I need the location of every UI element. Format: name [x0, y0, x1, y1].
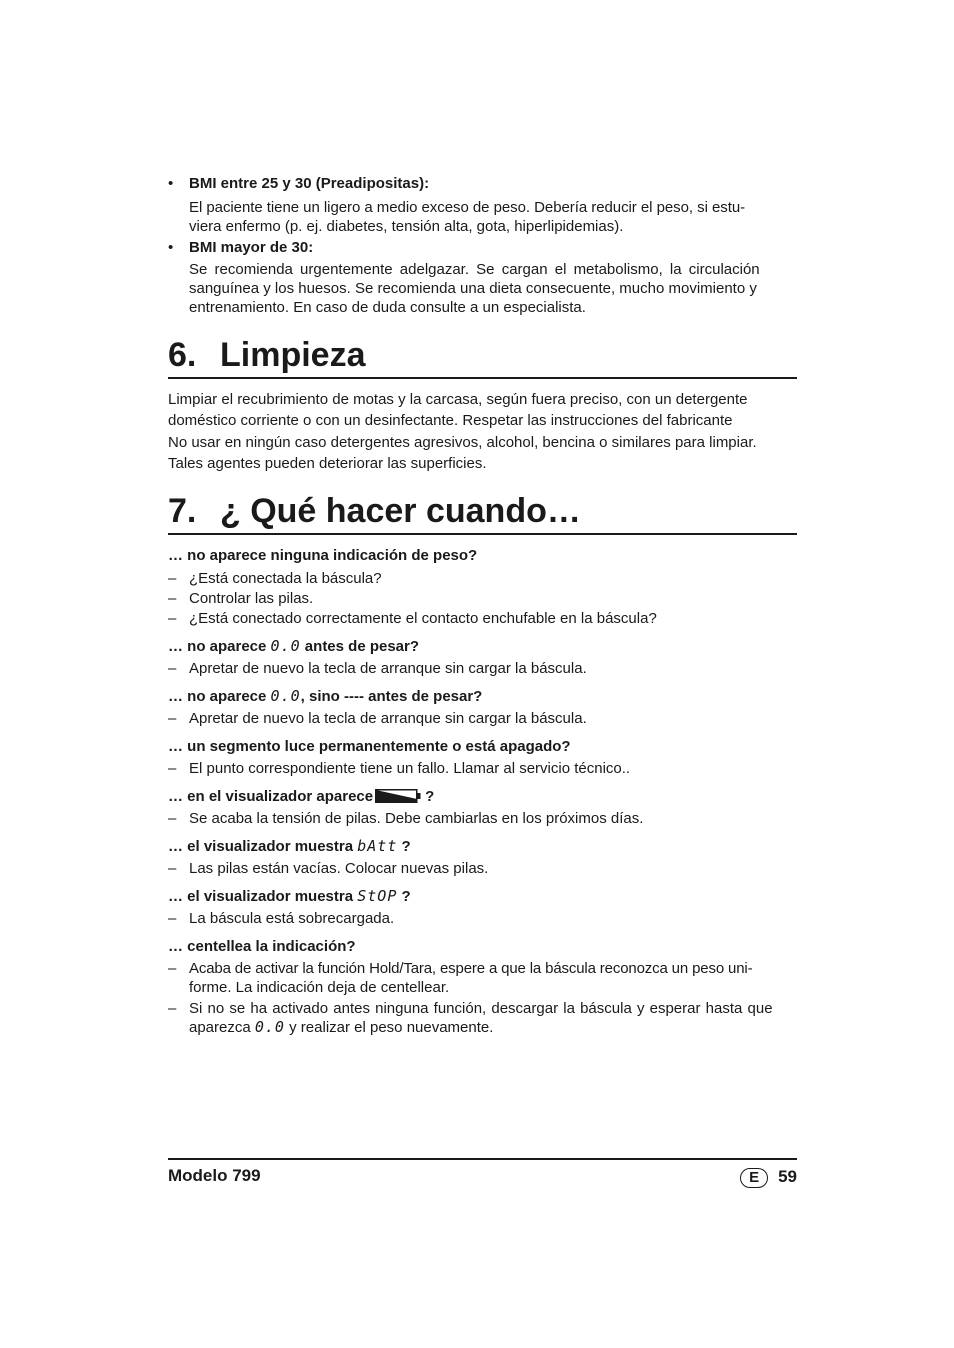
section-6-number: 6.	[168, 336, 197, 374]
section-7-title: ¿ Qué hacer cuando…	[220, 492, 581, 530]
question-5: … en el visualizador aparece ?	[168, 788, 435, 805]
lcd-display-text: bAtt	[357, 837, 398, 855]
answer-item: – El punto correspondiente tiene un fallo. Llamar al servicio técnico..	[168, 760, 631, 777]
page-number: 59	[778, 1167, 797, 1186]
question-1: … no aparece ninguna indicación de peso?	[168, 547, 478, 564]
answer-item: – ¿Está conectado correctamente el contacto enchufable en la báscula?	[168, 610, 657, 627]
lcd-display-text: StOP	[357, 887, 398, 905]
bmi-text-line: sanguínea y los huesos. Se recomienda una dieta consecuente, mucho movimiento y	[189, 280, 757, 297]
bmi-item-2	[168, 238, 797, 317]
answer-item: – Acaba de activar la función Hold/Tara, espere a que la báscula reconozca un peso uni- forme. La indicación deja de centellear.	[168, 960, 753, 996]
cleaning-text-line: Limpiar el recubrimiento de motas y la carcasa, según fuera preciso, con un detergente	[168, 391, 748, 408]
answer-item: – Apretar de nuevo la tecla de arranque sin cargar la báscula.	[168, 710, 587, 727]
page-footer	[168, 1158, 797, 1186]
cleaning-text-line: doméstico corriente o con un desinfectante. Respetar las instrucciones del fabricante	[168, 412, 733, 429]
question-6: … el visualizador muestra bAtt ?	[168, 837, 411, 855]
lcd-display-text: 0.0	[270, 637, 301, 655]
cleaning-text-line: No usar en ningún caso detergentes agresivos, alcohol, bencina o similares para limpiar.	[168, 434, 757, 451]
battery-low-icon	[375, 789, 421, 803]
question-7: … el visualizador muestra StOP ?	[168, 887, 411, 905]
bmi-text-line: viera enfermo (p. ej. diabetes, tensión alta, gota, hiperlipidemias).	[189, 218, 624, 235]
answer-item: – La báscula está sobrecargada.	[168, 910, 395, 927]
question-4: … un segmento luce permanentemente o está apagado?	[168, 738, 571, 755]
bullet-dot: •	[168, 239, 174, 256]
section-6-heading	[168, 335, 797, 379]
bmi-title-2: BMI mayor de 30:	[189, 239, 314, 256]
bullet-dot: •	[168, 175, 174, 192]
question-8: … centellea la indicación?	[168, 938, 356, 955]
answer-item: – Se acaba la tensión de pilas. Debe cambiarlas en los próximos días.	[168, 810, 644, 827]
section-7-number: 7.	[168, 492, 197, 530]
bmi-item-1	[168, 174, 797, 236]
lcd-display-text: 0.0	[254, 1018, 285, 1036]
section-6-title: Limpieza	[220, 336, 366, 374]
bmi-text-line: entrenamiento. En caso de duda consulte a un especialista.	[189, 299, 586, 316]
answer-item: – Controlar las pilas.	[168, 590, 314, 607]
question-3: … no aparece 0.0, sino ---- antes de pesar?	[168, 687, 483, 705]
bmi-text-line: Se recomienda urgentemente adelgazar. Se cargan el metabolismo, la circulación	[189, 261, 760, 278]
page-number-block	[740, 1167, 797, 1188]
model-name: Modelo 799	[168, 1166, 261, 1185]
bmi-text-line: El paciente tiene un ligero a medio exceso de peso. Debería reducir el peso, si estu-	[189, 199, 746, 216]
answer-item: – ¿Está conectada la báscula?	[168, 570, 382, 587]
lcd-display-text: 0.0	[270, 687, 301, 705]
bmi-title-1: BMI entre 25 y 30 (Preadipositas):	[189, 175, 430, 192]
page-content	[168, 170, 797, 1037]
language-badge: E	[740, 1168, 768, 1188]
section-7-heading	[168, 491, 797, 535]
answer-item: – Si no se ha activado antes ninguna función, descargar la báscula y esperar hasta que aparezca 0.0 y realizar el peso nuevamente.	[168, 1000, 773, 1036]
answer-item: – Apretar de nuevo la tecla de arranque sin cargar la báscula.	[168, 660, 587, 677]
answer-item: – Las pilas están vacías. Colocar nuevas pilas.	[168, 860, 489, 877]
question-2: … no aparece 0.0 antes de pesar?	[168, 637, 420, 655]
cleaning-text-line: Tales agentes pueden deteriorar las superficies.	[168, 455, 487, 472]
